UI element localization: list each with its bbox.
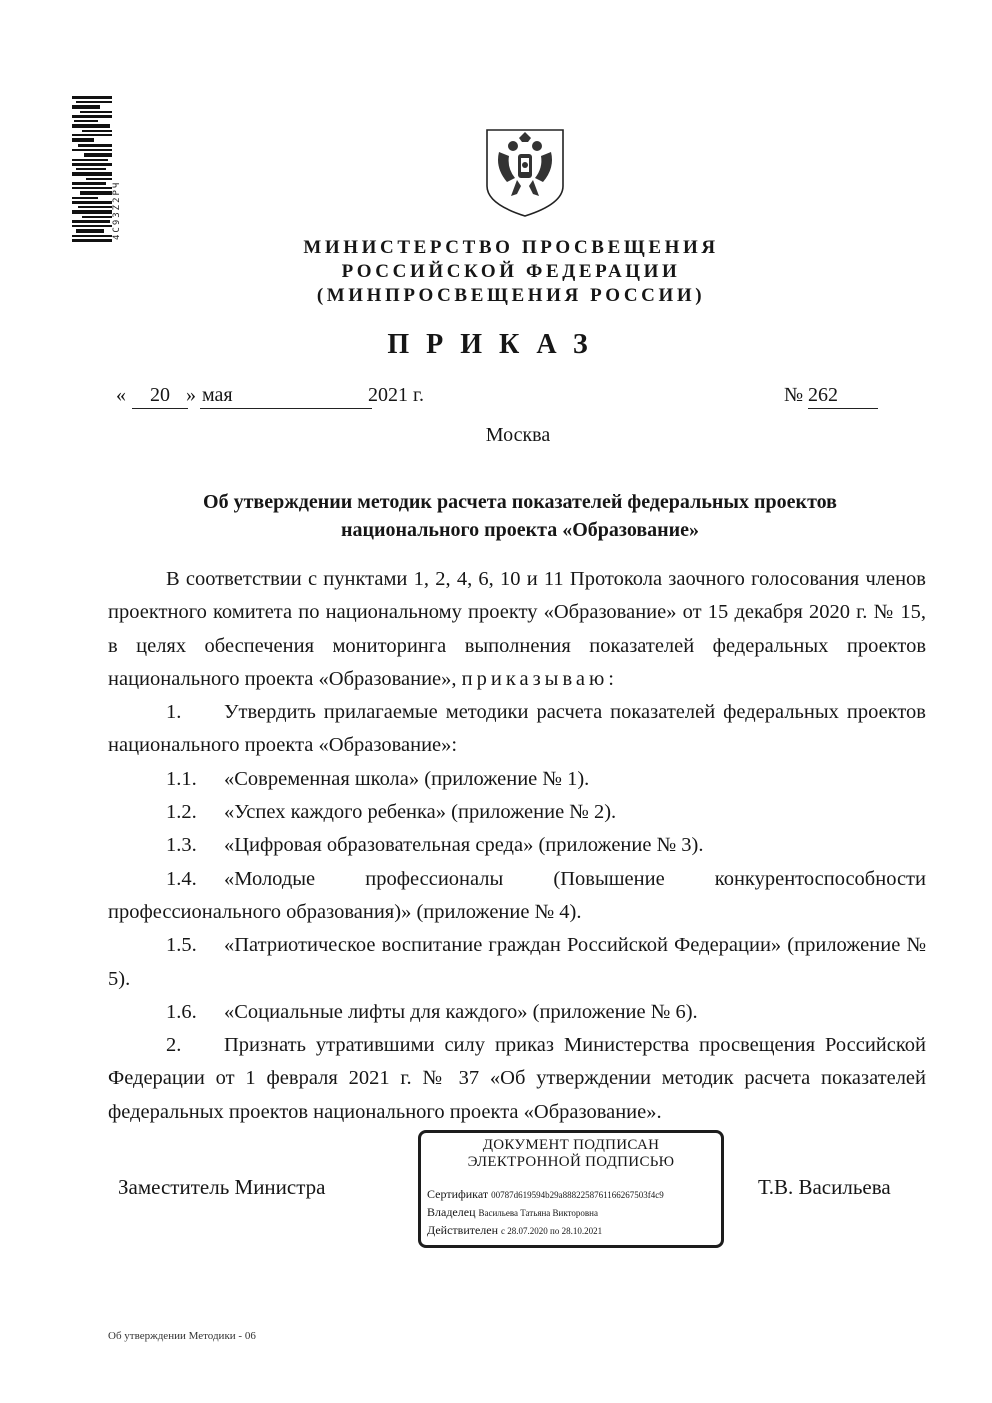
number-sign: №	[784, 384, 804, 406]
certificate-label: Сертификат	[427, 1187, 489, 1201]
order-word: приказываю:	[461, 667, 618, 690]
document-type-title: ПРИКАЗ	[387, 329, 605, 360]
item-number: 1.6.	[166, 1000, 197, 1023]
list-item	[108, 863, 926, 930]
item-text: «Современная школа» (приложение № 1).	[224, 767, 590, 790]
date-close-quote: »	[186, 384, 196, 406]
item-text: «Цифровая образовательная среда» (приложение № 3).	[224, 834, 704, 857]
item-text: Признать утратившими силу приказ Министерства просвещения Российской Федерации от 1 февраля 2021 г. № 37 «Об утверждении методик расчета показателей федеральных проектов национального проекта «Образование».	[108, 1034, 926, 1123]
electronic-signature-stamp	[418, 1130, 724, 1248]
certificate-value: 00787d619594b29a8882258761166267503f4c9	[491, 1190, 664, 1200]
ministry-line-1: МИНИСТЕРСТВО ПРОСВЕЩЕНИЯ	[303, 237, 719, 258]
document-number: 262	[808, 382, 878, 409]
date-day: 20	[132, 382, 188, 409]
owner-value: Васильева Татьяна Викторовна	[478, 1208, 598, 1218]
date-year: 2021 г.	[368, 384, 424, 406]
item-text: Утвердить прилагаемые методики расчета показателей федеральных проектов национального проекта «Образование»:	[108, 701, 926, 757]
date-open-quote: «	[116, 384, 126, 406]
list-item	[108, 696, 926, 763]
list-item	[108, 763, 926, 796]
subject-line-1: Об утверждении методик расчета показателей федеральных проектов	[203, 491, 837, 513]
list-item	[108, 996, 926, 1029]
subject-line-2: национального проекта «Образование»	[340, 519, 700, 541]
date-month: мая	[200, 382, 372, 409]
list-item	[108, 929, 926, 996]
list-item	[108, 829, 926, 862]
validity-value: с 28.07.2020 по 28.10.2021	[501, 1226, 603, 1236]
validity-label: Действителен	[427, 1223, 499, 1237]
item-number: 2.	[166, 1034, 182, 1057]
item-text: «Молодые профессионалы (Повышение конкурентоспособности профессионального образования)» (приложение № 4).	[108, 867, 926, 923]
ministry-header	[0, 236, 992, 308]
city: Москва	[485, 424, 551, 446]
stamp-validity	[427, 1223, 602, 1238]
list-item	[108, 796, 926, 829]
document-body	[108, 563, 926, 1129]
stamp-title	[421, 1137, 721, 1171]
signatory-role: Заместитель Министра	[118, 1175, 326, 1199]
item-number: 1.3.	[166, 834, 197, 857]
document-subject	[120, 488, 920, 544]
item-text: «Патриотическое воспитание граждан Российской Федерации» (приложение № 5).	[108, 934, 926, 990]
preamble-paragraph	[108, 563, 926, 696]
item-text: «Успех каждого ребенка» (приложение № 2).	[224, 801, 617, 824]
barcode-digits: 4С93Z2РЧ	[112, 180, 122, 240]
list-item	[108, 1029, 926, 1129]
footer-filename: Об утверждении Методики - 06	[108, 1330, 256, 1342]
item-text: «Социальные лифты для каждого» (приложение № 6).	[224, 1000, 698, 1023]
coat-of-arms-emblem	[485, 128, 565, 218]
item-number: 1.4.	[166, 867, 197, 890]
item-number: 1.5.	[166, 934, 197, 957]
barcode	[72, 96, 112, 242]
ministry-line-3: (МИНПРОСВЕЩЕНИЯ РОССИИ)	[316, 285, 706, 306]
item-number: 1.2.	[166, 801, 197, 824]
signatory-name: Т.В. Васильева	[758, 1175, 891, 1199]
stamp-certificate	[427, 1187, 664, 1202]
item-number: 1.	[166, 701, 182, 724]
stamp-owner	[427, 1205, 598, 1220]
owner-label: Владелец	[427, 1205, 476, 1219]
stamp-title-line-1: ДОКУМЕНТ ПОДПИСАН	[482, 1137, 660, 1153]
item-number: 1.1.	[166, 767, 197, 790]
stamp-title-line-2: ЭЛЕКТРОННОЙ ПОДПИСЬЮ	[467, 1154, 675, 1170]
preamble-text: В соответствии с пунктами 1, 2, 4, 6, 10 и 11 Протокола заочного голосования членов проектного комитета по национальному проекту «Образование» от 15 декабря 2020 г. № 15, в целях обеспечения мониторинга выполнения показателей федеральных проектов национального проекта «Образование»,	[108, 568, 926, 690]
ministry-line-2: РОССИЙСКОЙ ФЕДЕРАЦИИ	[341, 261, 681, 282]
